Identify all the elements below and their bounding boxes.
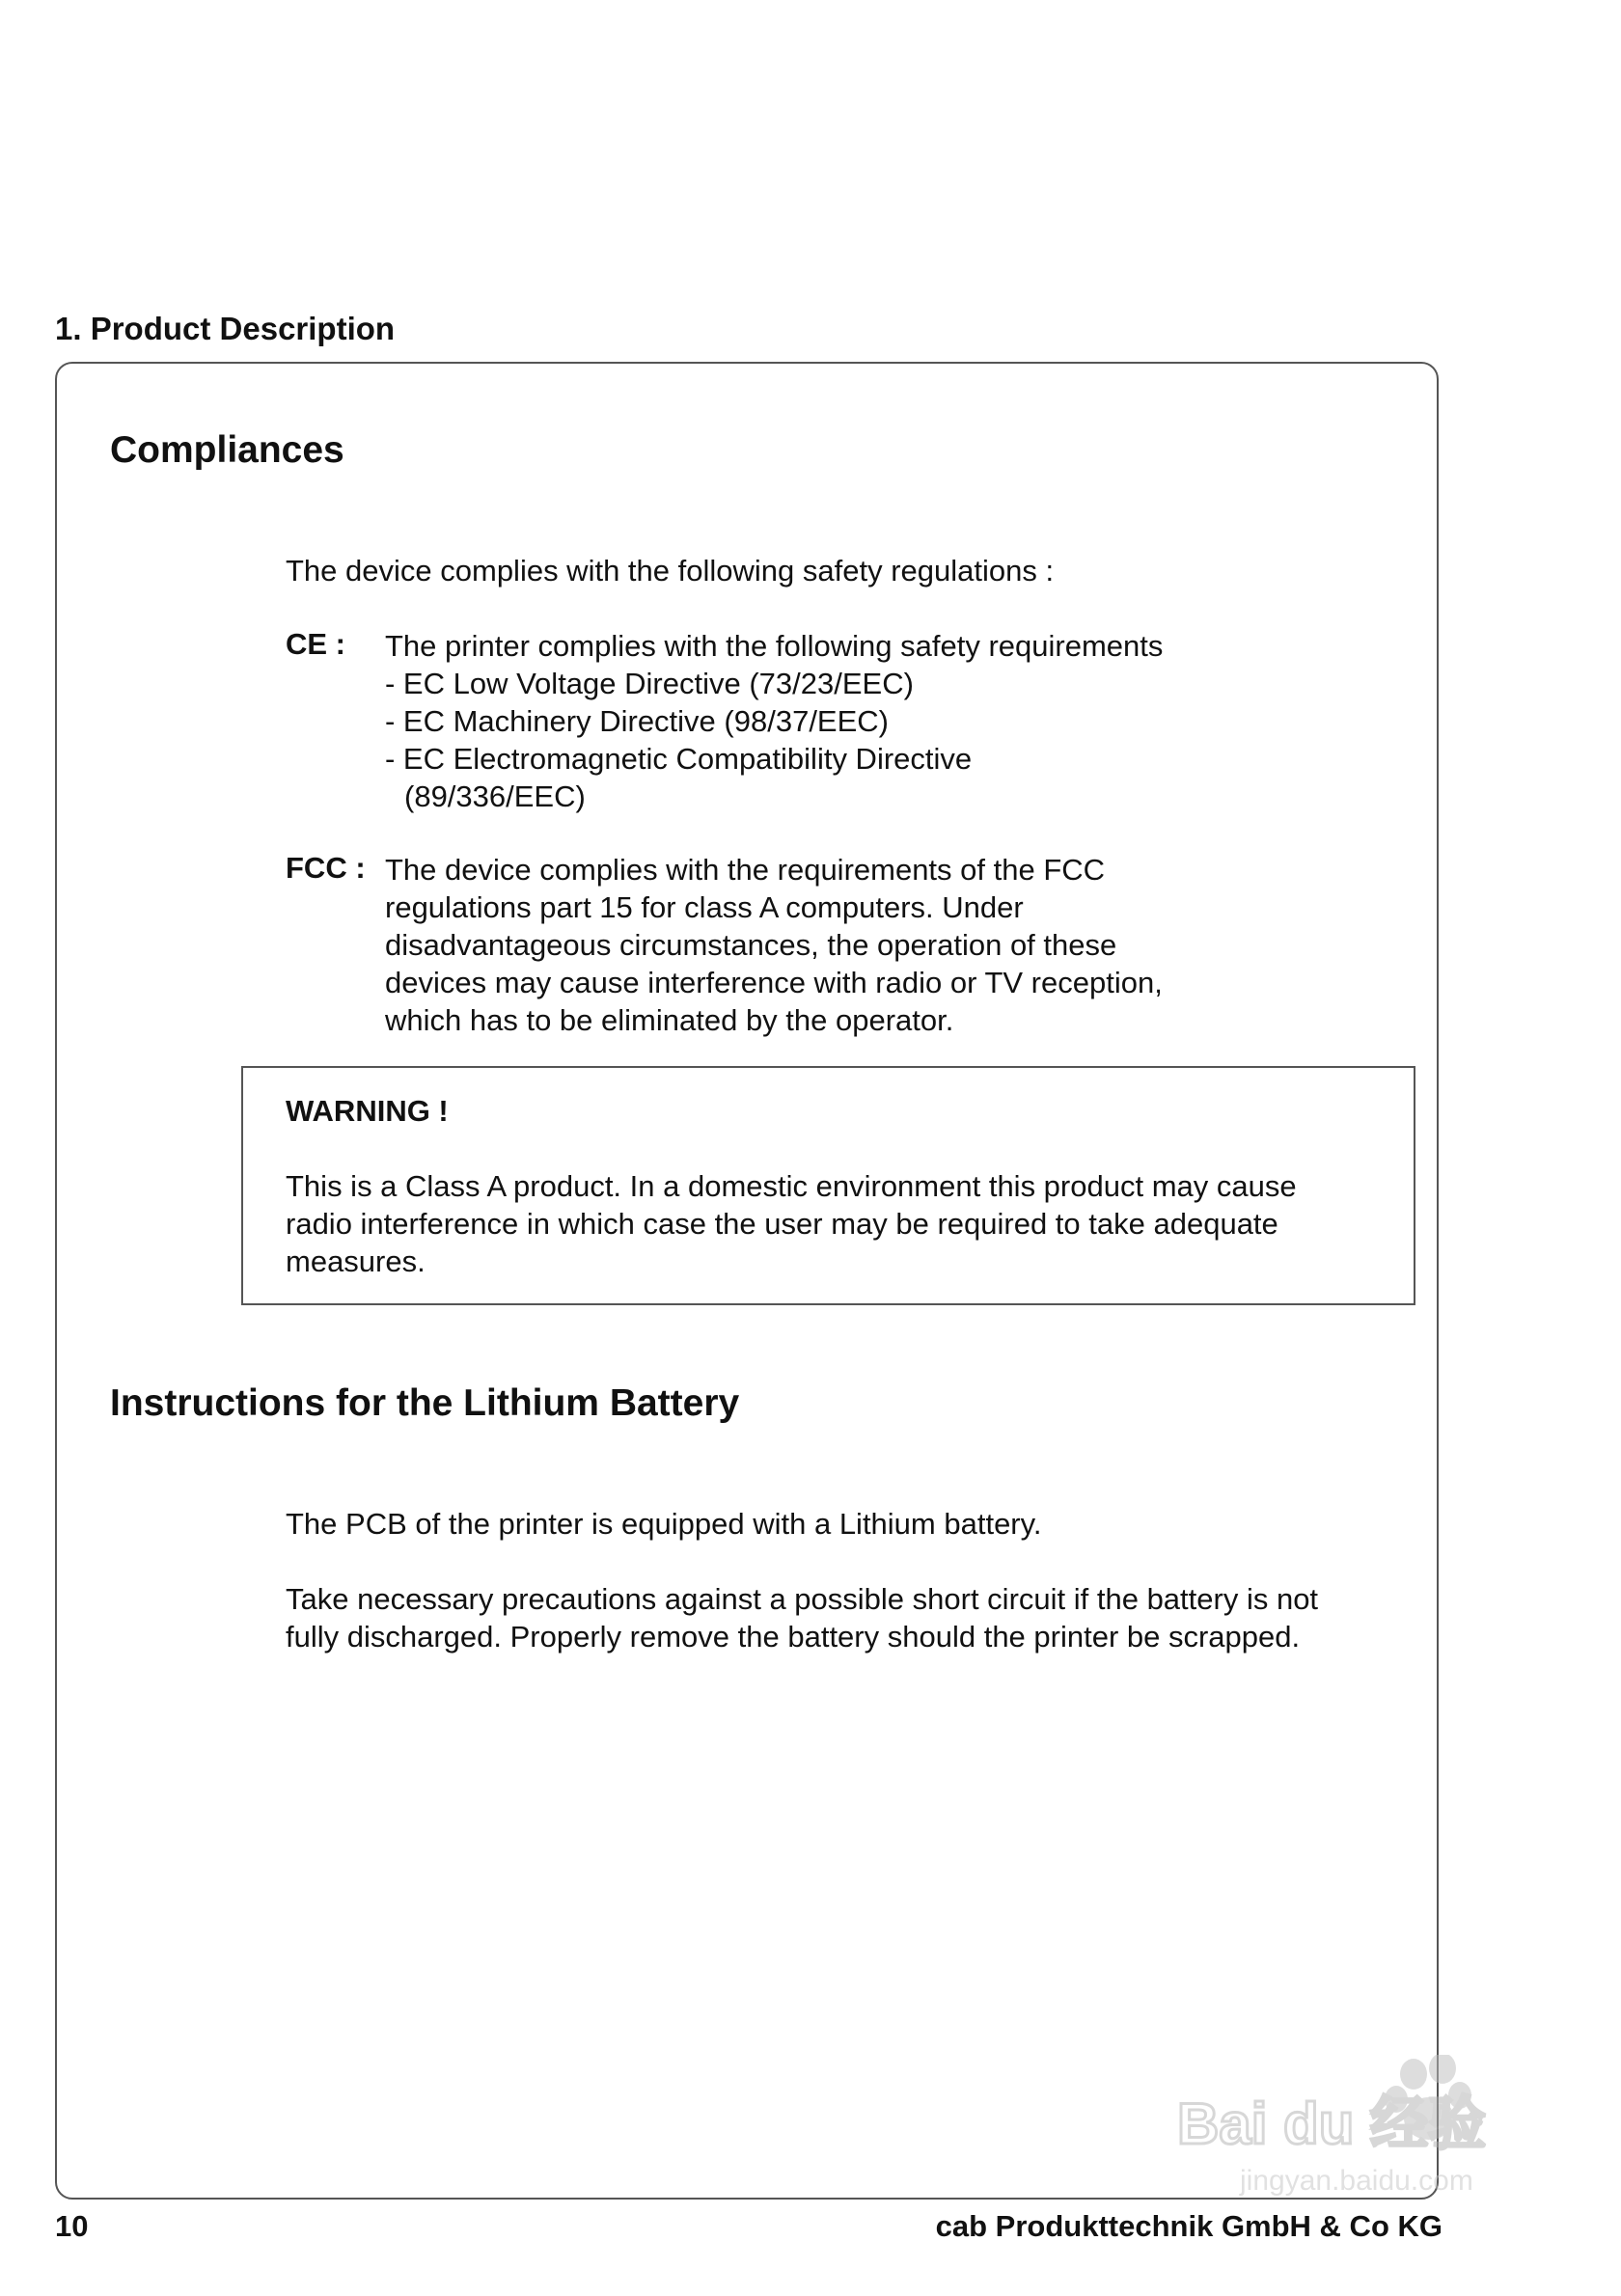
compliances-intro: The device complies with the following safety regulations :	[286, 554, 1055, 588]
fcc-label: FCC :	[286, 851, 366, 885]
ce-line: The printer complies with the following safety requirements	[385, 629, 1164, 663]
ce-block	[385, 627, 1163, 815]
company-name: cab Produkttechnik GmbH & Co KG	[935, 2209, 1442, 2243]
ce-line: - EC Low Voltage Directive (73/23/EEC)	[385, 667, 914, 700]
compliances-heading: Compliances	[110, 429, 344, 471]
watermark-sub: jingyan.baidu.com	[1240, 2165, 1473, 2197]
page-number: 10	[55, 2209, 89, 2243]
ce-line: (89/336/EEC)	[404, 779, 586, 813]
fcc-line: devices may cause interference with radio or TV reception,	[385, 966, 1163, 999]
ce-line: - EC Machinery Directive (98/37/EEC)	[385, 704, 889, 738]
fcc-line: disadvantageous circumstances, the operation of these	[385, 928, 1117, 962]
baidu-watermark-logo	[1172, 2055, 1529, 2200]
fcc-line: which has to be eliminated by the operator.	[385, 1003, 954, 1037]
warning-line: radio interference in which case the user may be required to take adequate	[286, 1207, 1278, 1241]
section-header: 1. Product Description	[55, 311, 396, 346]
ce-label: CE :	[286, 627, 345, 661]
warning-title: WARNING !	[286, 1094, 449, 1128]
battery-line: fully discharged. Properly remove the battery should the printer be scrapped.	[286, 1620, 1301, 1654]
warning-text	[286, 1167, 1297, 1280]
battery-para1: The PCB of the printer is equipped with a Lithium battery.	[286, 1507, 1042, 1541]
fcc-line: regulations part 15 for class A computers. Under	[385, 890, 1024, 924]
ce-line: - EC Electromagnetic Compatibility Directive	[385, 742, 973, 776]
warning-line: measures.	[286, 1244, 426, 1278]
warning-line: This is a Class A product. In a domestic environment this product may cause	[286, 1169, 1297, 1203]
battery-heading: Instructions for the Lithium Battery	[110, 1382, 740, 1424]
fcc-block	[385, 851, 1163, 1039]
watermark-text: Bai du 经验	[1177, 2091, 1487, 2156]
battery-para2	[286, 1580, 1318, 1655]
battery-line: Take necessary precautions against a possible short circuit if the battery is not	[286, 1582, 1319, 1616]
fcc-line: The device complies with the requirements of the FCC	[385, 853, 1106, 887]
